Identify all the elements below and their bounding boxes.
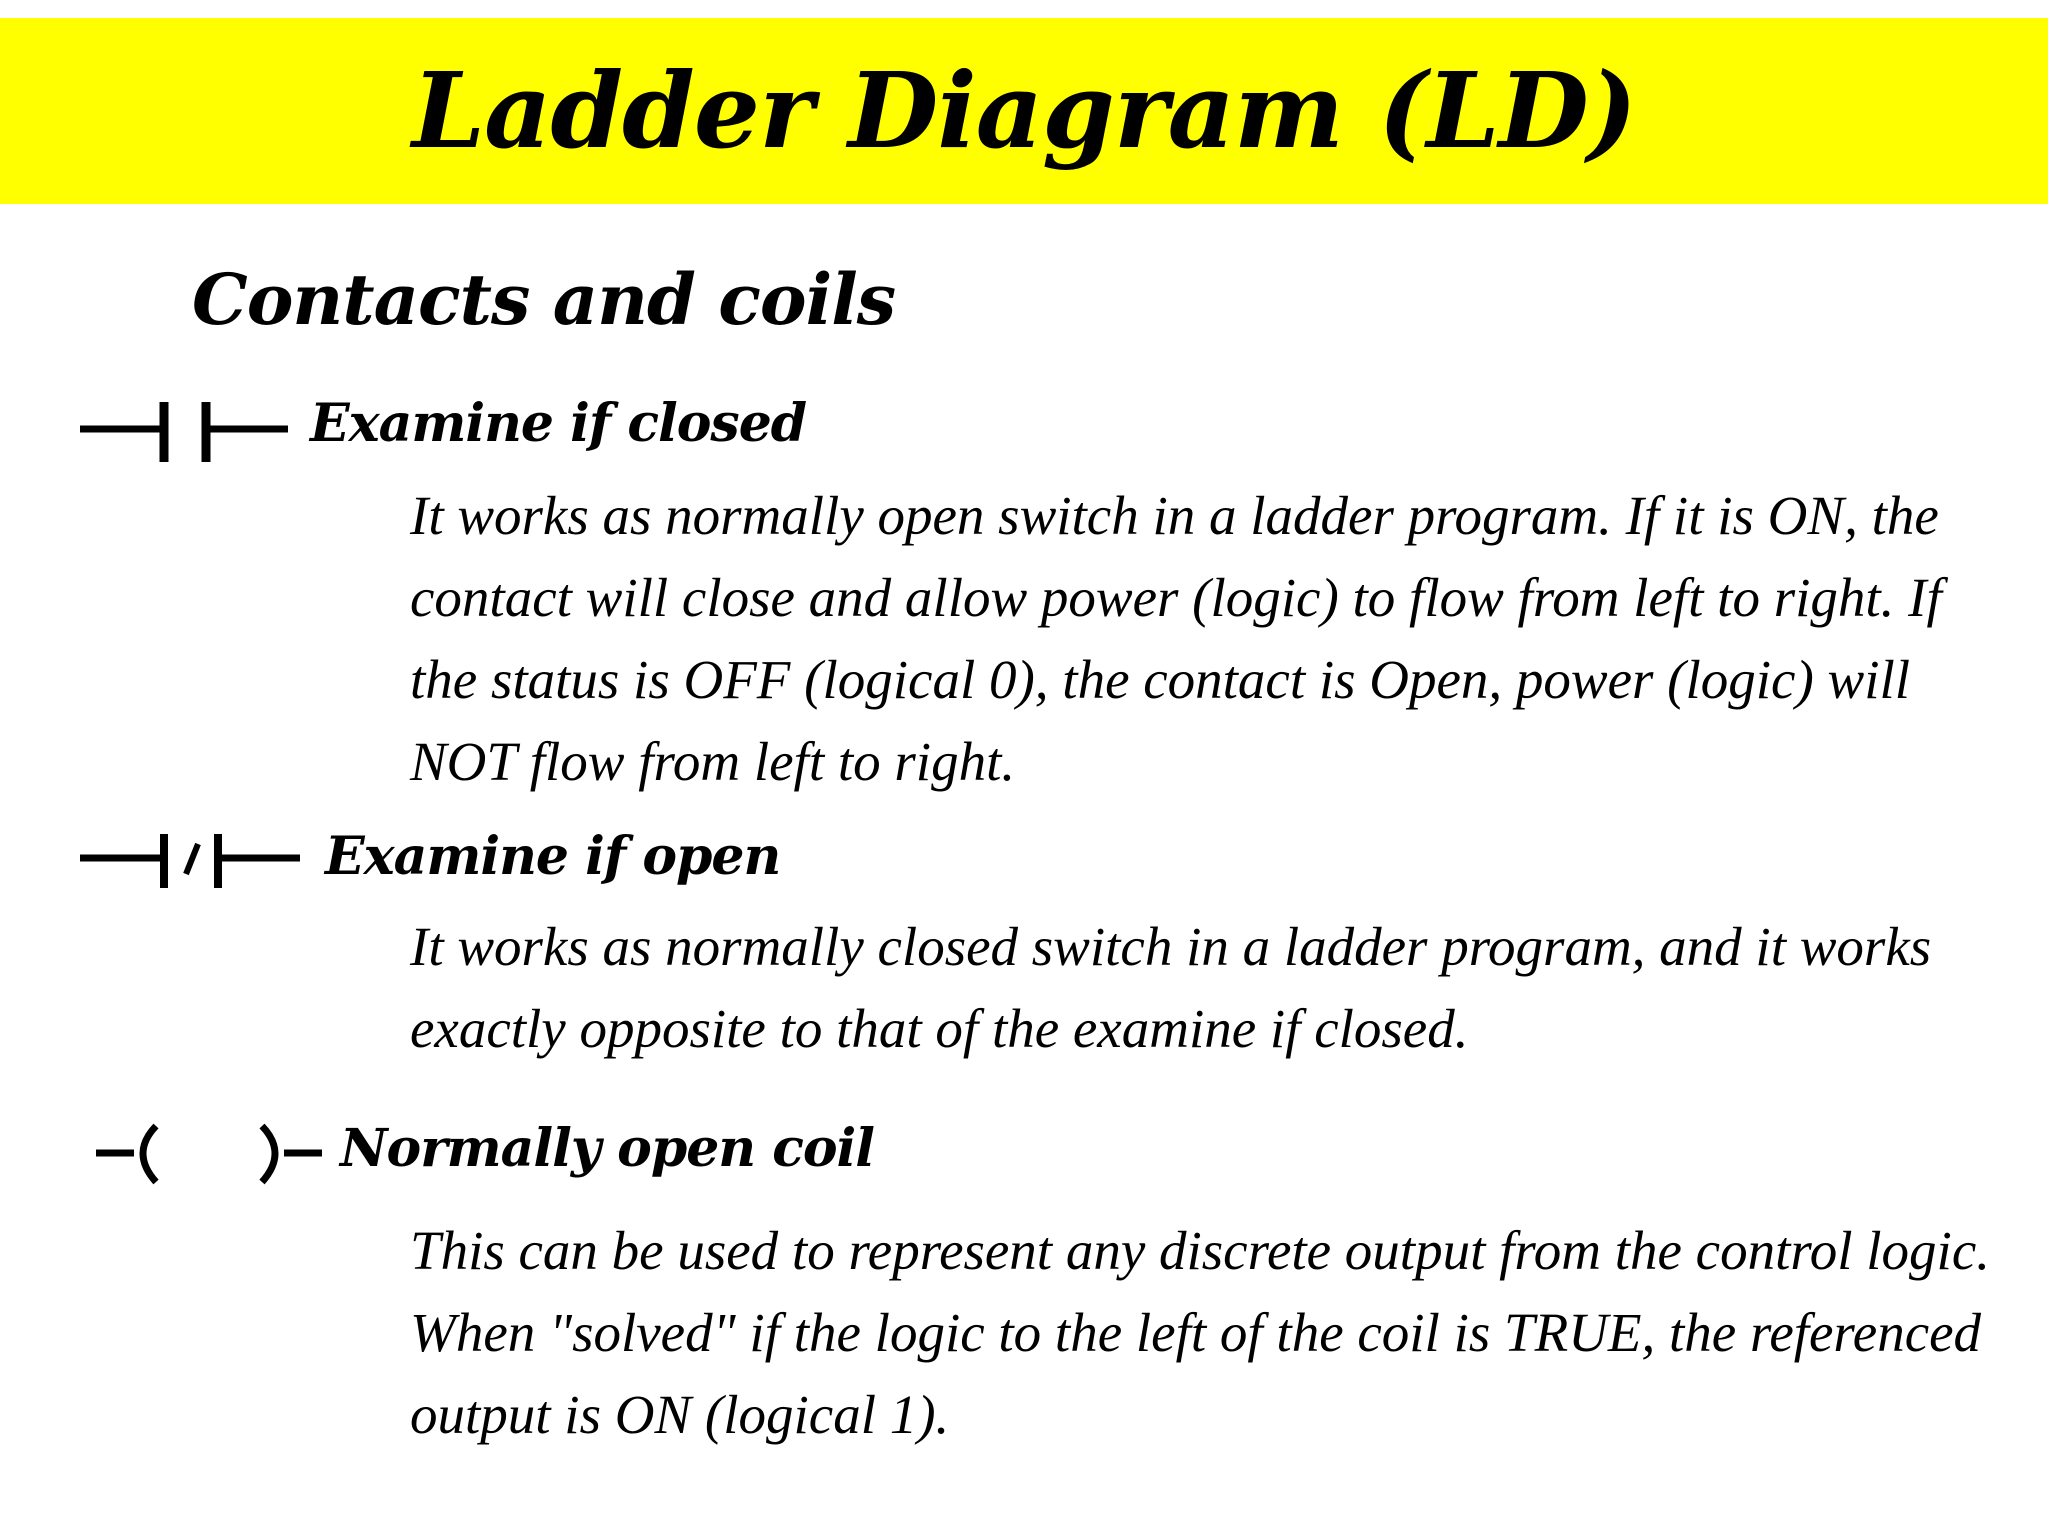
- normally-open-contact-icon: [78, 398, 290, 468]
- section-subtitle: Contacts and coils: [192, 258, 896, 341]
- description-normally-open-coil: This can be used to represent any discrete output from the control logic. When "solved" if the logic to the left of the coil is TRUE, the referenced output is ON (logical 1).: [410, 1220, 1990, 1445]
- normally-closed-contact-icon: [78, 830, 302, 892]
- term-examine-if-closed: Examine if closed: [310, 393, 807, 454]
- term-examine-if-open: Examine if open: [325, 826, 781, 887]
- output-coil-icon: [94, 1120, 324, 1190]
- term-normally-open-coil: Normally open coil: [340, 1118, 875, 1179]
- title-band: [0, 18, 2048, 204]
- page-title: Ladder Diagram (LD): [411, 49, 1637, 172]
- description-examine-if-open: It works as normally closed switch in a ladder program, and it works exactly opposite to that of the examine if closed.: [410, 916, 1932, 1059]
- description-examine-if-closed: It works as normally open switch in a ladder program. If it is ON, the contact will close and allow power (logic) to flow from left to right. If the status is OFF (logical 0), the contact is Open, power (logic) will NOT flow from left to right.: [410, 485, 1942, 792]
